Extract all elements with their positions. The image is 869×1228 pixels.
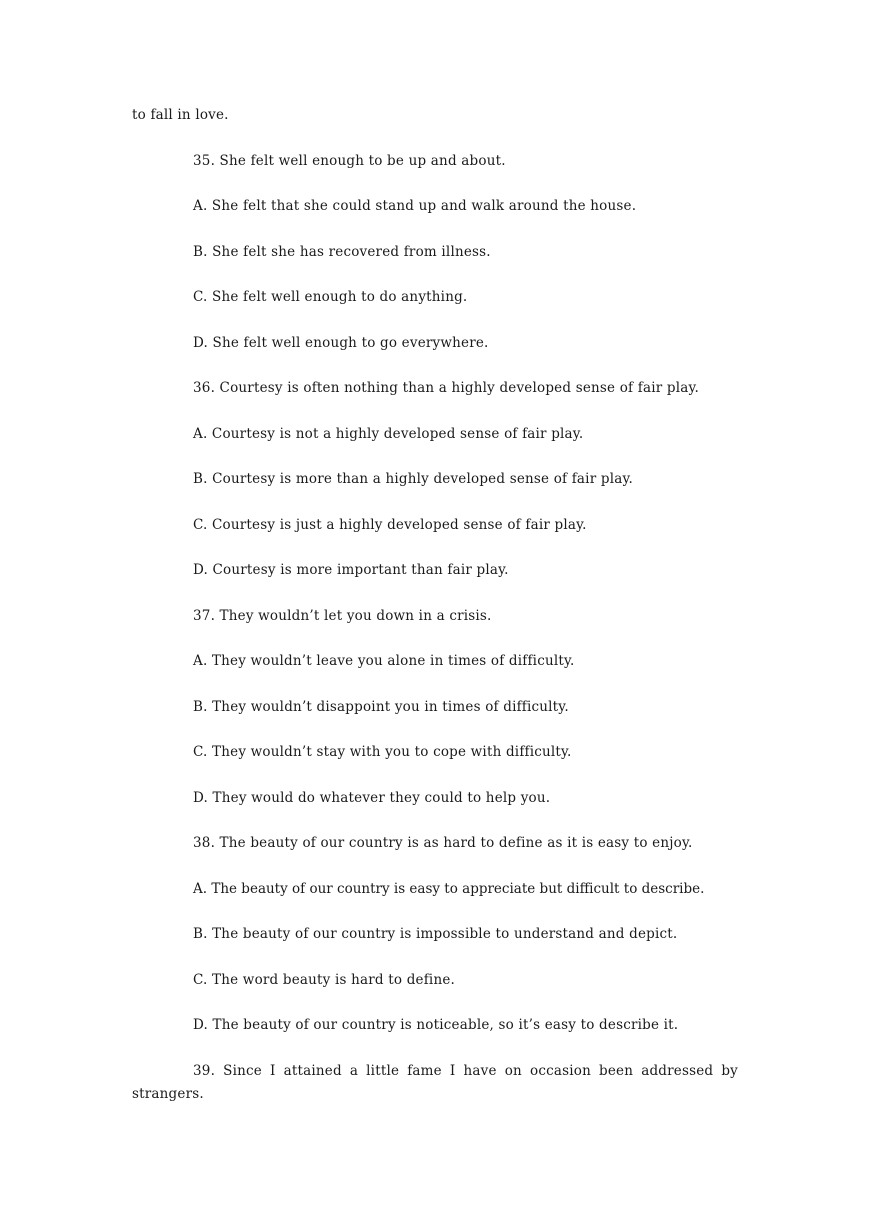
question-36-option-b: B. Courtesy is more than a highly developed sense of fair play.: [193, 471, 633, 487]
question-36-option-c: C. Courtesy is just a highly developed sense of fair play.: [193, 517, 587, 533]
question-39-continuation: strangers.: [132, 1086, 204, 1102]
question-35-option-b: B. She felt she has recovered from illness.: [193, 244, 491, 260]
question-37: 37. They wouldn’t let you down in a crisis.: [193, 608, 492, 624]
question-38: 38. The beauty of our country is as hard to define as it is easy to enjoy.: [193, 835, 693, 851]
question-37-option-a: A. They wouldn’t leave you alone in times of difficulty.: [193, 653, 575, 669]
question-35-option-a: A. She felt that she could stand up and walk around the house.: [193, 198, 637, 214]
question-37-option-c: C. They wouldn’t stay with you to cope with difficulty.: [193, 744, 572, 760]
question-38-option-b: B. The beauty of our country is impossible to understand and depict.: [193, 926, 678, 942]
question-35-option-c: C. She felt well enough to do anything.: [193, 289, 468, 305]
question-37-option-d: D. They would do whatever they could to help you.: [193, 790, 551, 806]
question-36: 36. Courtesy is often nothing than a highly developed sense of fair play.: [193, 380, 699, 396]
question-38-option-c: C. The word beauty is hard to define.: [193, 972, 456, 988]
question-35: 35. She felt well enough to be up and about.: [193, 153, 506, 169]
question-36-option-d: D. Courtesy is more important than fair play.: [193, 562, 509, 578]
question-36-option-a: A. Courtesy is not a highly developed sense of fair play.: [193, 426, 584, 442]
text-line-continuation: to fall in love.: [132, 107, 229, 123]
question-38-option-d: D. The beauty of our country is noticeable, so it’s easy to describe it.: [193, 1017, 679, 1033]
question-37-option-b: B. They wouldn’t disappoint you in times of difficulty.: [193, 699, 569, 715]
question-38-option-a: A. The beauty of our country is easy to appreciate but difficult to describe.: [193, 881, 705, 897]
question-35-option-d: D. She felt well enough to go everywhere.: [193, 335, 489, 351]
question-39: 39. Since I attained a little fame I have on occasion been addressed by: [193, 1063, 738, 1079]
